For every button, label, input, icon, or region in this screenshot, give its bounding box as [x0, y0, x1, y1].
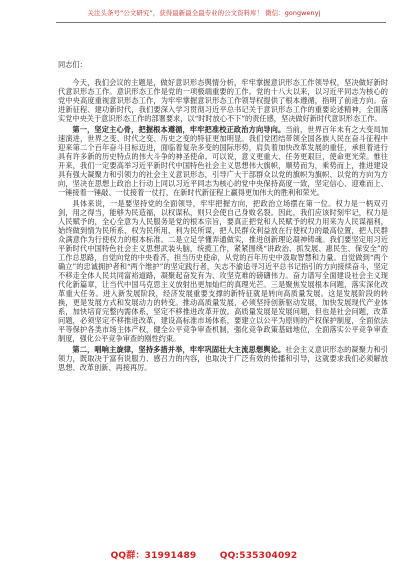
section-heading: 第一，坚定主心骨，把握根本遵循，牢牢把准校正政治方向导向。 [72, 125, 286, 134]
paragraph-text: 当前，世界百年未有之大变局加速演进，世界之变、时代之变、历史之变的特征更加明显。我们党团结带领全国各族人民在奋斗征程中迎来第二个百年奋斗目标迈进，面临着复杂多变的国际形势，肩负着加快改革发展的重任，承担着进行具有许多新的历史特点的伟大斗争的神圣使命。可以说，意义更重大、任务更艰巨，使命更光荣。惟往开来，我们一定要高举习近平新时代中国特色社会主义思想伟大旗帜，顺势而为，乘势而上，推进建设具有强大凝聚力和引领力的社会主义意识形态，引导广大干部群众以党的旗帜为旗帜、以党的方向为方向，坚决在思想上政治上行动上同以习近平同志为核心的党中央保持高度一致，坚定信心、迎难而上、一锤接着一锤敲、一仗接着一仗打，在新时代新征程上赢得更加伟大的胜利和荣光。 [58, 125, 388, 197]
footer-contact [0, 548, 408, 561]
header-divider [56, 22, 386, 23]
salutation: 同志们： [58, 60, 87, 69]
paragraph-section-one [58, 125, 388, 197]
footer-qq-group: QQ群：31991489 [110, 551, 197, 561]
paragraph-intro [58, 78, 388, 123]
paragraph-details [58, 199, 388, 343]
document-body [58, 78, 388, 374]
section-heading: 第二，唱响主旋律，坚持多措并举，牢牢巩固壮大主流思想舆论。 [72, 345, 286, 354]
header-banner: 关注头条号“公文研究”，获得最新最全最专业的公文资料库！ 微信：gongwenyj [87, 9, 321, 17]
paragraph-text: 社会主义意识形态的凝聚力和引领力，既取决于富有说服力、感召力的内容，也取决于广泛有效的传播和引导，这就要求我们必须解放思想、改革创新、再接再厉。 [58, 345, 388, 372]
paragraph-section-two [58, 345, 388, 372]
paragraph-text: 今天，我们会议的主题是，做好意识形态舆情分析，牢牢掌握意识形态工作领导权，坚决做好新时代意识形态工作。意识形态工作是党的一项极端重要的工作。党的十八大以来，以习近平同志为核心的党中央高度重视意识形态工作，为牢牢掌握意识形态工作领导权提供了根本遵循，指明了前进方向。奋进新征程、建功新时代，我们要深入学习贯彻习近平总书记关于意识形态工作的重要论述精神，全面落实党中央关于意识形态工作的部署要求，以“时时放心不下”的责任感，坚决做好新时代意识形态工作。 [58, 78, 388, 123]
paragraph-text: 具体来说，一是要坚持党的全面领导，牢牢把握方向，把政治立场摆在第一位。权力是一柄双刃剑，用之得当，能够为民造福，以权谋私，则只会使自己身败名裂。因此，我们应该时刻牢记，权力是人民赋予的，全心全意为人民服务是党的根本宗旨，要真正把党和人民赋予的权力用来为人民谋福利，始终做到情为民所系、权为民所用、利为民所谋，把人民群众利益放在行使权力的最高位置，把人民群众满意作为行使权力的根本标准。二是立足学懂弄通做实，推进创新理论凝神铸魂。我们要坚定用习近平新时代中国特色社会主义思想武装头脑，统揽工作，紧紧围绕“讲政治、抓发展、惠民生、保安全”的工作总思路，自觉向党的中央看齐，担当历史使命，从党的百年历史中汲取智慧和力量。自觉做到“两个确立”的忠诚拥护者和“两个维护”的坚定践行者，矢志不渝追寻习近平总书记指引的方向接续奋斗，坚定不移走全体人民共同富裕道路，凝聚起奋发有为、攻坚克难的磅礴伟力。奋力谱写全面建设社会主义现代化新篇章，让当代中国马克思主义放射出更加灿烂的真理光芒。三是聚焦发展根本问题，落实深化改革重大任务。进入新发展阶段，经济发展重要支撑的新特征就是转向高质量发展。这是发展阶段的转换，更是发展方式和发展动力的转变。推动高质量发展，必须坚持创新驱动发展，加快发展现代产业体系，加快培育完整内需体系，坚定不移推进改革开放。高质量发展是发展问题，但也是社会问题，改革问题，必须坚定不移推进改革，建设高标准市场体系，要建立以公平为原则的产权保护制度，全面依法平等保护各类市场主体产权，健全公平竞争审查机制，强化竞争政策基础地位，全面落实公平竞争审查制度，强化公平竞争审查的刚性约束。 [58, 199, 388, 343]
footer-qq-number: QQ:535304092 [219, 551, 298, 561]
